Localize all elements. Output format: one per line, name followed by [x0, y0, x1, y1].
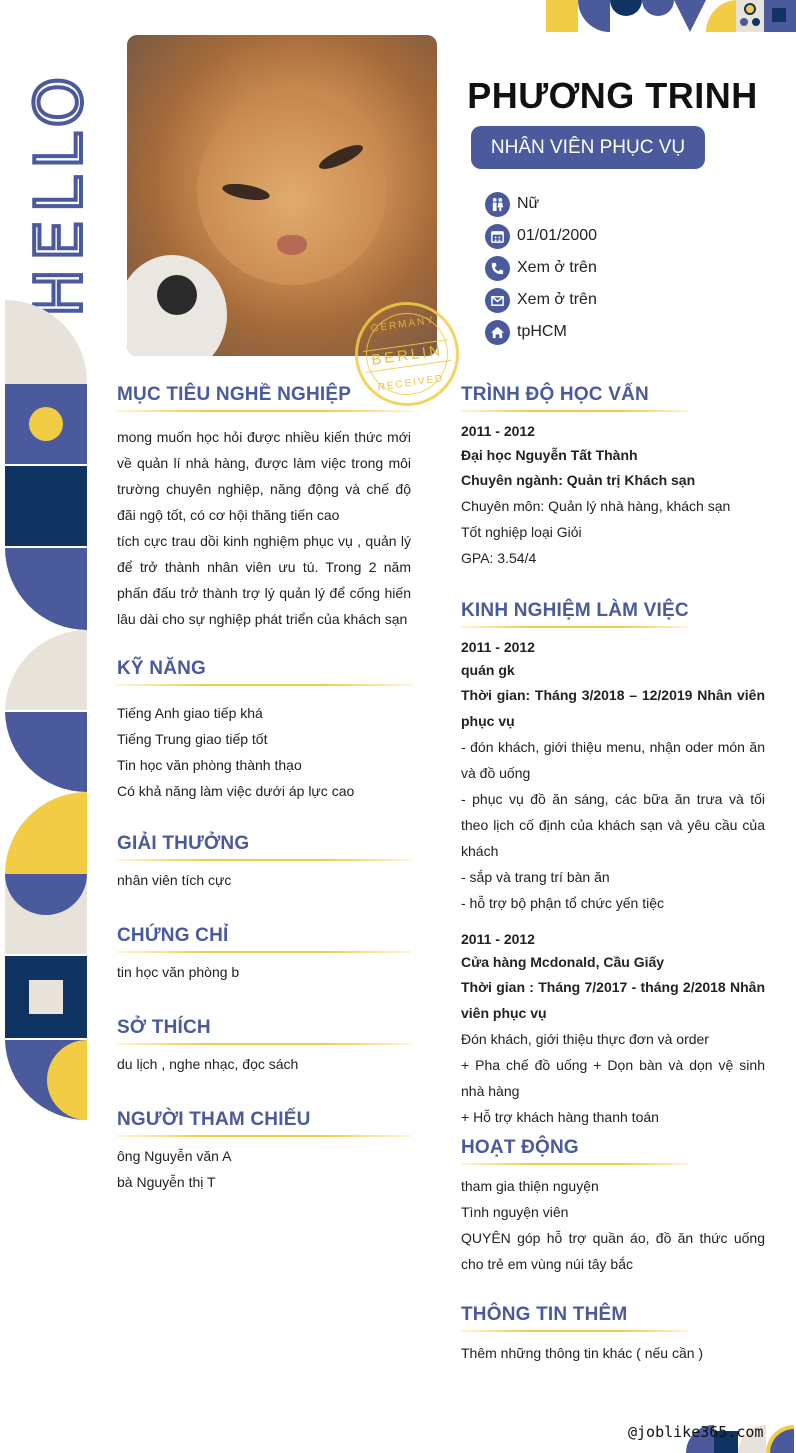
job-role: Thời gian : Tháng 7/2017 - tháng 2/2018 Nhân viên phục vụ [461, 979, 765, 1021]
certificates-section [117, 925, 411, 985]
skill-item: Tin học văn phòng thành thạo [117, 757, 302, 773]
job-period: 2011 - 2012 [461, 639, 535, 655]
education-detail: Chuyên môn: Quản lý nhà hàng, khách sạn [461, 498, 731, 514]
berlin-stamp: GERMANY BERLIN RECEIVED [348, 295, 465, 412]
education-major: Chuyên ngành: Quản trị Khách sạn [461, 472, 696, 488]
job-duty: - đón khách, giới thiệu menu, nhận oder món ăn và đồ uống [461, 739, 765, 781]
references-section [117, 1109, 411, 1195]
watermark: @joblike365.com [628, 1423, 764, 1441]
job-duty: + Hỗ trợ khách hàng thanh toán [461, 1109, 659, 1125]
skill-item: Có khả năng làm việc dưới áp lực cao [117, 783, 355, 799]
reference-item: ông Nguyễn văn A [117, 1148, 232, 1164]
section-title: NGƯỜI THAM CHIẾU [117, 1109, 311, 1130]
education-detail: Tốt nghiệp loại Giỏi [461, 524, 582, 540]
experience-section [461, 600, 765, 1130]
job-duty: Đón khách, giới thiệu thực đơn và order [461, 1031, 709, 1047]
mail-icon [485, 288, 510, 313]
objective-paragraph: mong muốn học hỏi được nhiều kiến thức mới về quản lí nhà hàng, được làm việc trong môi trường chuyên nghiệp, năng động và chế độ đãi ngộ tốt, có cơ hội thăng tiến cao [117, 429, 411, 523]
activity-item: Tình nguyện viên [461, 1204, 569, 1220]
job-duty: + Pha chế đồ uống + Dọn bàn và dọn vệ sinh nhà hàng [461, 1057, 765, 1099]
job-entry [461, 636, 765, 916]
job-title-badge: NHÂN VIÊN PHỤC VỤ [471, 126, 705, 169]
award-item: nhân viên tích cực [117, 872, 232, 888]
top-decoration [546, 0, 796, 32]
extra-info-item: Thêm những thông tin khác ( nếu cần ) [461, 1345, 704, 1361]
section-title: SỞ THÍCH [117, 1017, 211, 1038]
skills-section [117, 658, 411, 804]
education-period: 2011 - 2012 [461, 423, 535, 439]
section-title: GIẢI THƯỞNG [117, 833, 250, 854]
job-period: 2011 - 2012 [461, 931, 535, 947]
job-company: quán gk [461, 662, 515, 678]
left-decoration [5, 300, 87, 1120]
contact-phone: Xem ở trên [485, 252, 597, 284]
education-section [461, 384, 765, 571]
hobbies-section [117, 1017, 411, 1077]
objective-paragraph: tích cực trau dồi kinh nghiệm phục vụ , quản lý để trở thành nhân viên ưu tú. Trong 2 năm phấn đấu trở thành trợ lý quản lý để cống hiến lâu dài cho sự nghiệp phát triển của khách sạn [117, 533, 411, 627]
activity-item: tham gia thiện nguyện [461, 1178, 599, 1194]
skill-item: Tiếng Anh giao tiếp khá [117, 705, 263, 721]
reference-item: bà Nguyễn thị T [117, 1174, 216, 1190]
activity-item: QUYÊN góp hỗ trợ quần áo, đồ ăn thức uống cho trẻ em vùng núi tây bắc [461, 1230, 765, 1272]
gender-icon [485, 192, 510, 217]
contact-email: Xem ở trên [485, 284, 597, 316]
awards-section [117, 833, 411, 893]
certificate-item: tin học văn phòng b [117, 964, 240, 980]
calendar-icon [485, 224, 510, 249]
full-name: PHƯƠNG TRINH [467, 75, 758, 116]
education-school: Đại học Nguyễn Tất Thành [461, 447, 638, 463]
home-icon [485, 320, 510, 345]
section-title: THÔNG TIN THÊM [461, 1304, 628, 1325]
contact-address: tpHCM [485, 316, 597, 348]
job-company: Cửa hàng Mcdonald, Cầu Giấy [461, 954, 665, 970]
job-role: Thời gian: Tháng 3/2018 – 12/2019 Nhân viên phục vụ [461, 687, 765, 729]
objective-section [117, 384, 411, 632]
contact-birthday: 01/01/2000 [485, 220, 597, 252]
section-title: MỤC TIÊU NGHỀ NGHIỆP [117, 384, 352, 405]
activities-section [461, 1137, 765, 1277]
contact-info [485, 188, 597, 348]
skill-item: Tiếng Trung giao tiếp tốt [117, 731, 268, 747]
hello-title: HELLO [23, 68, 97, 317]
job-duty: - hỗ trợ bộ phận tổ chức yến tiệc [461, 895, 664, 911]
section-title: TRÌNH ĐỘ HỌC VẤN [461, 384, 649, 405]
phone-icon [485, 256, 510, 281]
job-duty: - sắp và trang trí bàn ăn [461, 869, 610, 885]
extra-info-section [461, 1304, 765, 1366]
hobby-item: du lịch , nghe nhạc, đọc sách [117, 1056, 299, 1072]
job-duty: - phục vụ đồ ăn sáng, các bữa ăn trưa và tối theo lịch cố định của khách sạn và yêu cầu của khách [461, 791, 765, 859]
section-title: KINH NGHIỆM LÀM VIỆC [461, 600, 689, 621]
section-title: KỸ NĂNG [117, 658, 207, 679]
job-entry [461, 928, 765, 1130]
section-title: CHỨNG CHỈ [117, 925, 229, 946]
section-title: HOẠT ĐỘNG [461, 1137, 579, 1158]
contact-gender: Nữ [485, 188, 597, 220]
education-detail: GPA: 3.54/4 [461, 550, 537, 566]
